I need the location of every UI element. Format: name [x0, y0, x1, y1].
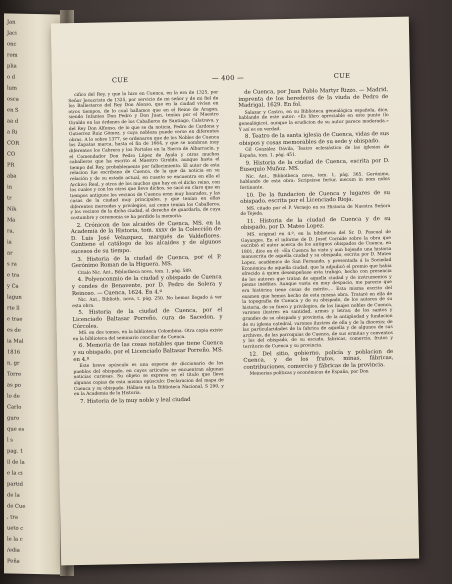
- entry-note: Gil González Dávila, Teatro eclesiástico de las iglesias de España, tom. 1, pág. 451.: [239, 145, 390, 159]
- header-left-word: CUE: [111, 76, 129, 85]
- left-page-text-fragment: pag. 1: [7, 448, 24, 455]
- left-page-text-fragment: o d: [7, 74, 16, 81]
- bibliography-entry: 6. Memoria de las cosas notables que tiene Cuenca y su obispado, por el Licenciado Baltasar Porreño. MS. en 4.º: [73, 340, 224, 363]
- left-page-text-fragment: osca: [7, 96, 19, 103]
- left-page-text-fragment: e trae: [7, 316, 23, 323]
- left-page-text-fragment: onc: [7, 41, 17, 48]
- left-page-text-fragment: /edia: [7, 547, 20, 554]
- entry-note: Citalo Nic. Ant., Bibliotheca nova, tom. 1, pág. 589.: [77, 268, 193, 276]
- bibliography-entry: de Cuenca, por Juan Pablo Martyr Rizzo. — Madrid, imprenta de los herederos de la viuda de Pedro de Madrigal, 1629. En fol.: [238, 87, 389, 110]
- page-number: — 400 —: [211, 73, 245, 83]
- left-page-text-fragment: rte ll: [7, 305, 20, 312]
- left-page-text-fragment: que es: [7, 426, 25, 433]
- left-page-text-fragment: aba: [7, 173, 17, 180]
- left-page-text-fragment: de Cue: [7, 503, 26, 510]
- entry-note: Memorias políticas y económicas de España, por Don: [249, 369, 369, 378]
- left-page-text-fragment: s ra: [7, 261, 17, 268]
- left-page-text-fragment: plia: [7, 63, 17, 70]
- left-page-text-fragment: guro: [7, 415, 20, 422]
- left-page-text-fragment: as po: [7, 382, 21, 389]
- left-page-text-fragment: ueto c: [7, 525, 24, 532]
- entry-note: Salazar y Castro, en su Biblioteca genealógica española, dice, hablando de este autor: «Es libro apreciable en este punto (lo genealógico), aunque la erudicion de su autor parece moderada.» Y así es en verdad.: [238, 107, 389, 133]
- bibliography-entry: 8. Teatro de la santa iglesia de Cuenca, vidas de sus obispos y cosas memorables de su sede y obispado.: [239, 131, 390, 147]
- bibliography-entry: 7. Historia de la muy noble y leal ciudad: [80, 396, 191, 405]
- entry-note: MS. en dos tomos, en la biblioteca Colombina. Otra copia existe en la biblioteca del seminario conciliar de Cuenca.: [72, 328, 223, 342]
- left-page-text-fragment: , tra: [7, 514, 18, 521]
- header-right-word: CUE: [333, 71, 351, 81]
- entry-note: Nic. Ant., Biblioth. nova, t. pág. 250. No hemos llegado á ver esta obra.: [72, 295, 223, 309]
- entry-note: MS. original en 4.º, en la biblioteca del Sr. D. Pascual de Gayangos. En el informe de D. Josef Cornide sobre la obra que escribió el autor acerca de los antiguos obispados de Cuenca, en 1801, dice en él: «En Cuenca he visto y aun hojeado una historia manuscrita de aquella ciudad y su obispado, escrita por D. Mateo Lopez, académico de San Fernando, y presentada á la Sociedad Económica de aquella ciudad, que la adjudicó el premio que había ofrecido á quien desempeñase esta trabajo, hecho con presencia de los autores que tratan de aquella ciudad y de instrumentos y piezas inéditas. Aunque vasta en muy despacio, me parecio que era histórica tiene cosas de mérito.... Esta misma escrito del examen que hemos hecho de esta misma obra. Trataré en ella de la topografía de Cuenca y de su obispado, de los autores de su historia, de su fuero y privilegios, de los linajes nobles de Cuenca, varones ilustres en santidad, armas y letras; de los santos y grandes de su obispado y provincia, de la antigüedad y fundacion de su iglesia catedral, varones ilustres de ella y de la diocesis; de las particularidades de la fabrica de aquella y de algunos de sus archivos, de las parroquias de Cuenca, de sus ermitas y conventos y los del obispado, de su escudo, fabricas, comercio, frutos y territorio de Cuenca y su provincia.: [240, 230, 393, 350]
- left-page-text-fragment: e tra: [7, 272, 20, 279]
- bibliography-entry: 5. Historia de la ciudad de Cuenca, por el Licenciado Baltasar Porreño, cura de Sacedon, y Córcoles.: [72, 307, 223, 330]
- right-column: [238, 87, 394, 379]
- left-page-text-fragment: Ma: [7, 217, 16, 224]
- left-page-text-fragment: en S: [7, 107, 19, 114]
- left-column: [68, 90, 224, 406]
- left-page-text-fragment: tr: [7, 195, 12, 202]
- left-page-text-fragment: ia: [7, 239, 12, 246]
- left-page-text-fragment: a Ri: [7, 129, 18, 136]
- bibliography-entry: 3. Historia de la ciudad de Cuenca, por el P. Gerónimo Roman de la Higuera. MS.: [71, 253, 222, 270]
- left-page-text-fragment: COR: [7, 140, 20, 147]
- left-page-text-fragment: aa d: [7, 118, 19, 125]
- left-page-text-fragment: PR: [7, 162, 15, 169]
- left-page-text-fragment: y Ca: [7, 283, 19, 290]
- bibliography-entry: 9. Historia de la ciudad de Cuenca, escrita por D. Eusequio Muñoz. MS.: [239, 157, 390, 174]
- bibliography-entry: 11. Historia de la ciudad de Cuenca y de su obispado, por D. Mateo Lopez.: [240, 215, 391, 232]
- left-page-text-fragment: Torre: [7, 371, 22, 378]
- left-page-text-fragment: es de: [7, 327, 21, 334]
- left-page-text-fragment: n, gr: [7, 360, 20, 367]
- bibliography-entry: 12. Del sitio, gobierno, policía y poblacion de Cuenca, y de los frutos, minas, fábricas, contribuciones, comercio y fábricas de la provincia.: [243, 348, 394, 371]
- entry-note: MS. citado por el P. Vernejo en su Historia de Nuestra Señora de Tejeda.: [240, 203, 391, 218]
- entry-note: Este breve opúsculo es una especie de diccionario de los pueblos del obispado, en cuyos artículos se encuentran algunas noticias curiosas. Su objeto se expresa en el título que lleva algunas copias de esta misma opúsculo: Declaracion del mapa de Cuenca y su obispado. Hállase en la Biblioteca Nacional, S 290, y en la Academia de la Historia.: [73, 361, 224, 398]
- left-page-text-fragment: ra,: [7, 228, 15, 235]
- left-page-text-fragment: lagun: [7, 294, 22, 301]
- left-page-text-fragment: CO: [7, 151, 16, 158]
- left-page-text-fragment: in: [7, 184, 13, 191]
- left-page-text-fragment: Carlo: [7, 404, 22, 411]
- entry-note: Nic. Ant., Bibliotheca nova, tom. 1, pág. 365. Gerónimo, hablando de esta obra: Scripsisse fertur, mecum in nom nobis festinante.: [239, 171, 390, 191]
- left-page-text-fragment: ar: [7, 250, 13, 257]
- left-page-text-fragment: Jan: [7, 19, 16, 26]
- left-page-text-fragment: lum: [7, 85, 17, 92]
- bibliography-entry: 4. Polyenconmio de la ciudad y obispado de Cuenca y condes de Benavente, por D. Pedro de Solera y Reinoso. — Cuenca, 1624. En 4.º: [71, 274, 222, 297]
- left-page-text-fragment: il de la: [7, 459, 25, 466]
- left-page-text-fragment: Jaci: [7, 30, 17, 37]
- entry-note: cifico del Rey, y que lo hizo en Cuenca, en la era de 1325, por Señor Jesucristo de 1325, por servicio de mi señor y de mi fiel de los Ballesteros del Rey Don Alonso, que en la ciudad vivían en otros tiempos, de lo cual hallamos que en el Reino de Aragon, siendo Infantes Don Pedro y Don Juan, tenían por el Maestro Giraldo en las órdenes de los Caballeros de Santiago, Calatrava, y del Rey Don Alfonso, de lo que se da noticia, Pedro de Cardona y Gutierrez Ruiz Gómez, y cuya nobleza puede verse en diferentes obras. A lo sobre 1377, se ordenaron que de los Nobles de Cuenca los Zapatas marca, hasta el fin de 1664, y que se nombran muy diferentes los Cabrera y los Portoles en la Sierra de Albarracín, y el Comendador Don Pedro López de Ayala y otros muchos caballeros que ha escrito el Maestro Giraldo, aunque hasta el tiempo del Rey, probablemente por fallecimiento. El autor de esta relacion fue escribano de Cuenca, de la que da noticia en su relación y de su estado actual, en cuanto se encuentra en ella el Archivo Real, y otros de los muchos que hay en el dicho reino, con los cuales y con los otros que llevo dichos, se sacó en claro que en tiempos antiguos los vecinos de Cuenca eran muy honrados, y las casas de la ciudad muy principales, y que tenían en ellas diferentes mercedes y privilegios, así como tenían los Caballeros, y los vecinos de la dicha ciudad, el derecho de guardarla, de cuya costumbre y ceremonia se ha perdido la memoria.: [68, 90, 221, 222]
- left-page-text-fragment: ia Mal: [7, 338, 24, 345]
- left-page-text-fragment: rom: [7, 52, 18, 59]
- left-page-text-fragment: de la: [7, 492, 20, 499]
- left-page-text-fragment: 1816: [7, 349, 21, 356]
- left-page-text-fragment: l s: [7, 437, 13, 444]
- bibliography-entry: 2. Crónicon de los alcaides de Cuenca, MS. en la Academia de la Historia, tom. xxxv de la Colección de D. Luis José Velazquez, marqués de Valdeflores. Contiene el catálogo de los alcaides y de algunos sucesos de su tiempo.: [70, 219, 222, 256]
- left-page-text-fragment: le la c: [7, 536, 23, 543]
- left-page-text-fragment: partid: [7, 481, 23, 488]
- left-page-text-fragment: lo de: [7, 393, 20, 400]
- book-page: [51, 17, 419, 566]
- left-page-text-fragment: Peña: [7, 558, 20, 565]
- left-page-text-fragment: e la ci: [7, 470, 23, 477]
- bibliography-entry: 10. De la fundacion de Cuenca y lugares de su obispado, escrita por el Licenciado Rioja.: [240, 189, 391, 205]
- left-page-text-fragment: Nik: [7, 206, 17, 213]
